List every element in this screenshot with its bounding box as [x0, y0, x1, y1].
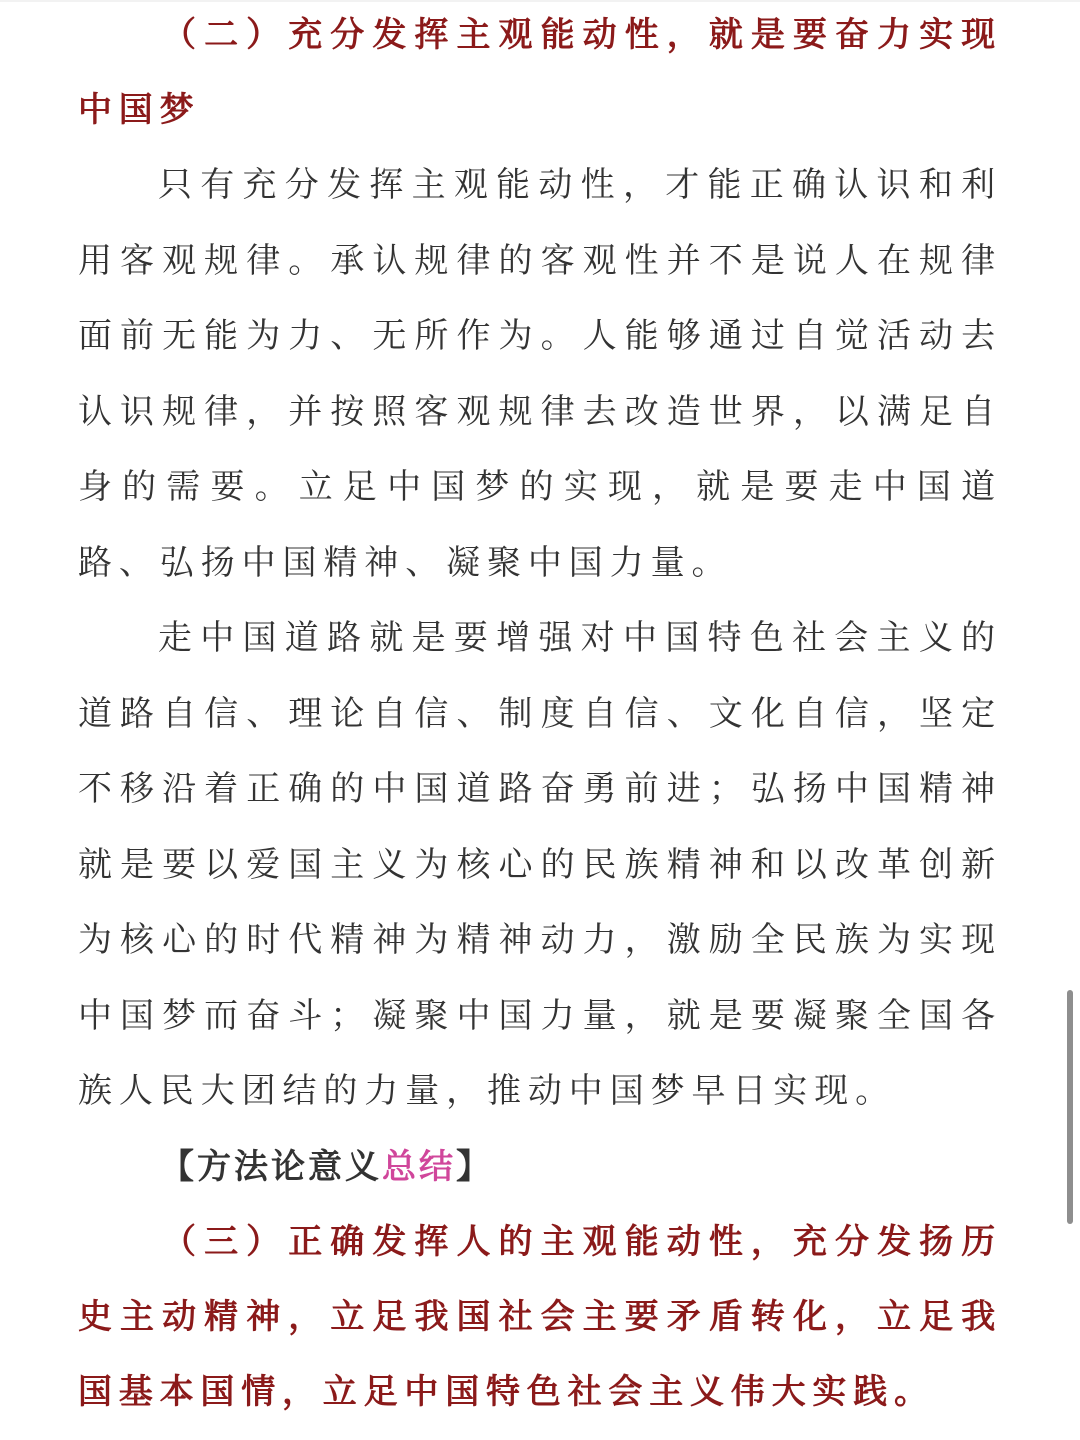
article-body — [78, 0, 1002, 1430]
summary-accent-link[interactable]: 总结 — [382, 1146, 456, 1187]
summary-close: 】 — [456, 1146, 493, 1187]
section-heading-3: （三）正确发挥人的主观能动性，充分发扬历史主动精神，立足我国社会主要矛盾转化，立足我国基本国情，立足中国特色社会主义伟大实践。 — [78, 1221, 1002, 1412]
summary-open: 【方法论意义 — [160, 1146, 382, 1187]
vertical-scrollbar[interactable] — [1067, 990, 1073, 1224]
section-heading-2: （二）充分发挥主观能动性，就是要奋力实现中国梦 — [78, 15, 1002, 130]
paragraph-1: 只有充分发挥主观能动性，才能正确认识和利用客观规律。承认规律的客观性并不是说人在规律面前无能为力、无所作为。人能够通过自觉活动去认识规律，并按照客观规律去改造世界，以满足自身的需要。立足中国梦的实现，就是要走中国道路、弘扬中国精神、凝聚中国力量。 — [78, 165, 1002, 583]
methodology-summary-label — [160, 1130, 1002, 1205]
paragraph-2: 走中国道路就是要增强对中国特色社会主义的道路自信、理论自信、制度自信、文化自信，坚定不移沿着正确的中国道路奋勇前进；弘扬中国精神就是要以爱国主义为核心的民族精神和以改革创新为核心的时代精神为精神动力，激励全民族为实现中国梦而奋斗；凝聚中国力量，就是要凝聚全国各族人民大团结的力量，推动中国梦早日实现。 — [78, 618, 1002, 1111]
